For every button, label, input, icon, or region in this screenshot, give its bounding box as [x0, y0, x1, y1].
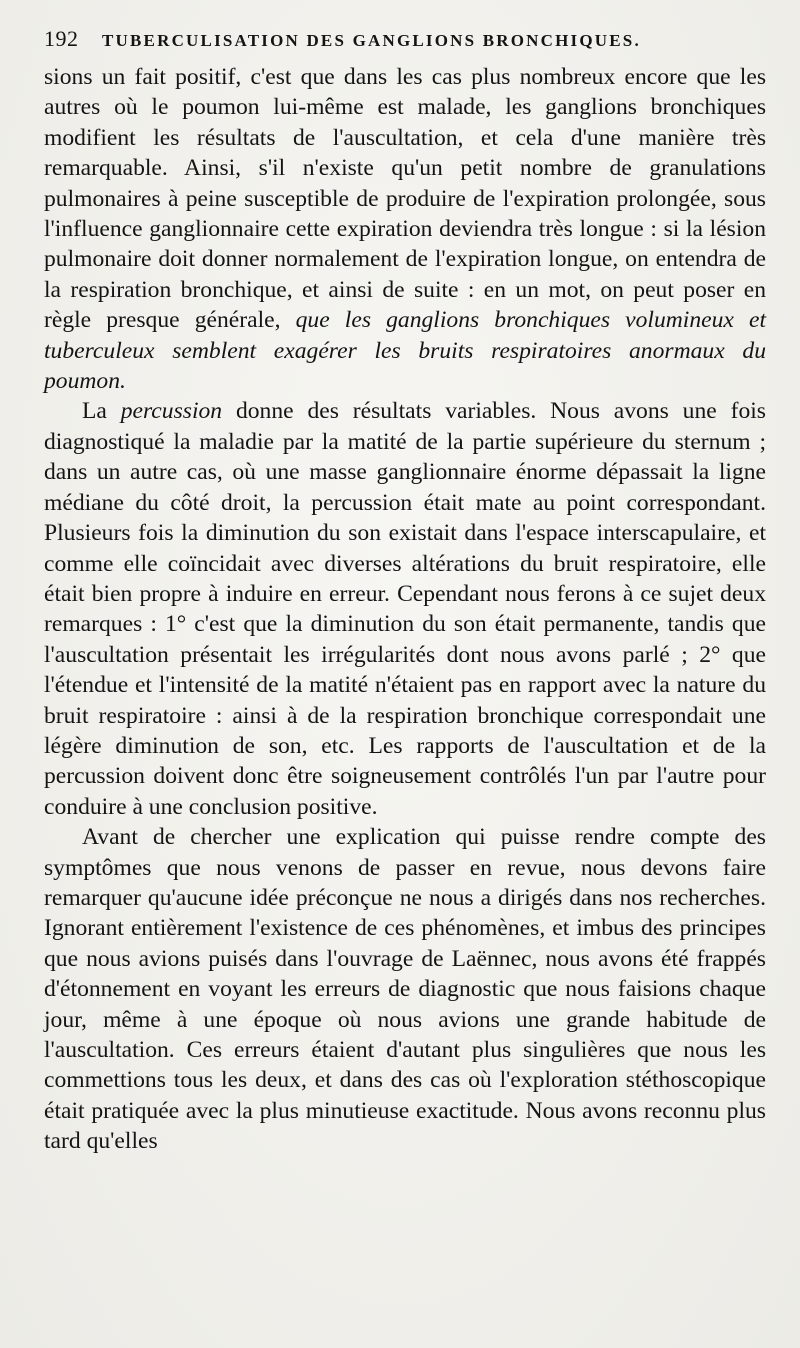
- paragraph-percussion: [44, 396, 766, 822]
- running-head: [44, 26, 766, 62]
- paragraph-text: La: [82, 398, 121, 425]
- italic-emphasis: que les ganglions bronchiques volumineux et tuberculeux semblent exagérer les bruits respiratoires anormaux du poumon.: [44, 307, 767, 395]
- body-text: [44, 62, 766, 1157]
- paragraph-text: Avant de chercher une explication qui puisse rendre compte des symptômes que nous venons de passer en revue, nous devons faire remarquer qu'aucune idée préconçue ne nous a dirigés dans nos recherches. Ignorant entièrement l'existence de ces phénomènes, et imbus des principes que nous avions puisés dans l'ouvrage de Laënnec, nous avons été frappés d'étonnement en voyant les erreurs de diagnostic que nous faisions chaque jour, même à une époque où nous avions une grande habitude de l'auscultation. Ces erreurs étaient d'autant plus singulières que nous les commettions tous les deux, et dans des cas où l'exploration stéthoscopique était pratiquée avec la plus minutieuse exactitude. Nous avons reconnu plus tard qu'elles: [44, 824, 766, 1155]
- paragraph-text: sions un fait positif, c'est que dans les cas plus nombreux encore que les autres où le poumon lui-même est malade, les ganglions bronchiques modifient les résultats de l'auscultation, et cela d'une manière très remarquable. Ainsi, s'il n'existe qu'un petit nombre de granulations pulmonaires à peine susceptible de produire de l'expiration prolongée, sous l'influence ganglionnaire cette expiration deviendra très longue : si la lésion pulmonaire doit donner normalement de l'expiration longue, on entendra de la respiration bronchique, et ainsi de suite : en un mot, on peut poser en règle presque générale,: [44, 64, 766, 334]
- italic-term-percussion: percussion: [120, 398, 223, 425]
- running-title: TUBERCULISATION DES GANGLIONS BRONCHIQUES.: [102, 31, 641, 50]
- paragraph-auscultation-conclusion: [44, 62, 766, 396]
- paragraph-explanation: [44, 822, 766, 1156]
- page-number: 192: [44, 26, 79, 51]
- paragraph-text: donne des résultats variables. Nous avons une fois diagnostiqué la maladie par la matité de la partie supérieure du sternum ; dans un autre cas, où une masse ganglionnaire énorme dépassait la ligne médiane du côté droit, la percussion était mate au point correspondant. Plusieurs fois la diminution du son existait dans l'espace interscapulaire, et comme elle coïncidait avec diverses altérations du bruit respiratoire, elle était bien propre à induire en erreur. Cependant nous ferons à ce sujet deux remarques : 1° c'est que la diminution du son était permanente, tandis que l'auscultation présentait les irrégularités dont nous avons parlé ; 2° que l'étendue et l'intensité de la matité n'étaient pas en rapport avec la nature du bruit respiratoire : ainsi à de la respiration bronchique correspondait une légère diminution de son, etc. Les rapports de l'auscultation et de la percussion doivent donc être soigneusement contrôlés l'un par l'autre pour conduire à une conclusion positive.: [44, 398, 766, 820]
